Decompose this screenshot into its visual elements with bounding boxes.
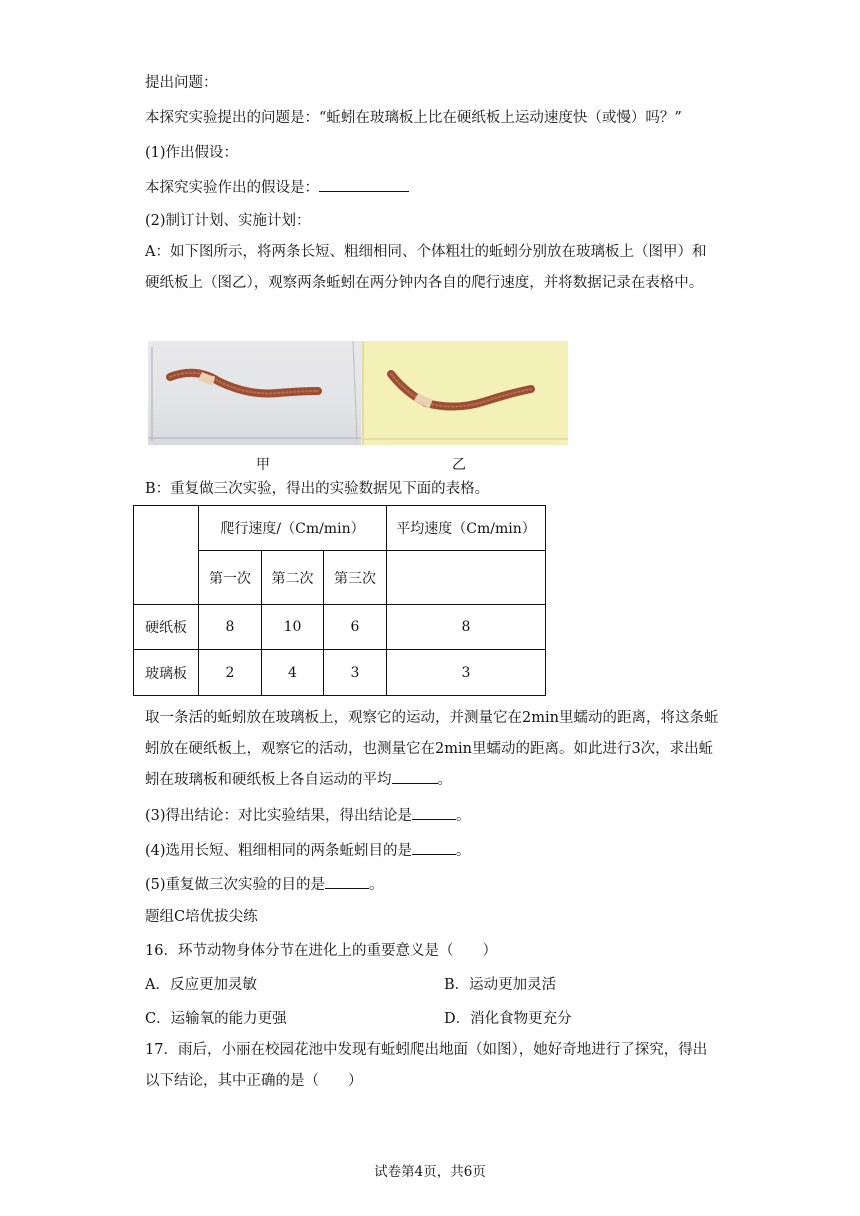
row-label: 硬纸板: [134, 605, 199, 650]
header-avg-empty: [387, 551, 546, 605]
table-row: [134, 650, 546, 696]
question-16: 16．环节动物身体分节在进化上的重要意义是（ ）: [145, 943, 497, 959]
method-text: [145, 703, 720, 796]
q16-option-b[interactable]: B．运动更加灵活: [444, 977, 557, 993]
cell-value: 10: [262, 605, 324, 650]
purpose-blank[interactable]: [412, 840, 456, 855]
worm-clitellum: [200, 376, 214, 381]
conclusion-blank[interactable]: [412, 805, 456, 820]
page-footer: 试卷第4页，共6页: [374, 1164, 486, 1180]
q16-option-a[interactable]: A．反应更加灵敏: [145, 977, 257, 993]
hypothesis-label: 本探究实验作出的假设是：: [145, 180, 319, 196]
hypothesis-line: [145, 177, 409, 198]
step4-line: [145, 840, 471, 861]
method-end: 。: [437, 772, 452, 788]
q16-option-d[interactable]: D．消化食物更充分: [444, 1011, 572, 1027]
cell-avg: 3: [387, 650, 546, 696]
row-label: 玻璃板: [134, 650, 199, 696]
repeat-blank[interactable]: [325, 874, 369, 889]
step-b-text: B：重复做三次实验，得出的实验数据见下面的表格。: [145, 481, 490, 497]
table-corner-cell: [134, 506, 199, 605]
step5-line: [145, 874, 384, 895]
step5-text: (5)重复做三次实验的目的是: [145, 877, 326, 893]
caption-yi: 乙: [452, 457, 466, 473]
question-text: 本探究实验提出的问题是：“蚯蚓在玻璃板上比在硬纸板上运动速度快（或慢）吗？”: [145, 110, 682, 126]
speed-data-table: [133, 505, 546, 696]
cell-value: 6: [324, 605, 387, 650]
step5-period: 。: [369, 877, 384, 893]
worm-body: [391, 374, 531, 407]
header-avg: 平均速度（Cm/min）: [387, 506, 546, 551]
cell-value: 3: [324, 650, 387, 696]
step3-line: [145, 805, 471, 826]
step4-period: 。: [456, 843, 471, 859]
caption-jia: 甲: [256, 457, 270, 473]
table-row: [134, 605, 546, 650]
header-trial-3: 第三次: [324, 551, 387, 605]
cell-value: 8: [199, 605, 262, 650]
glass-plate-photo: [148, 341, 361, 445]
question-17: 17．雨后，小丽在校园花池中发现有蚯蚓爬出地面（如图），她好奇地进行了探究，得出以下结论，其中正确的是（ ）: [145, 1042, 708, 1089]
ask-heading: 提出问题：: [145, 75, 218, 91]
worm-figure: [148, 341, 568, 445]
cell-avg: 8: [387, 605, 546, 650]
cardboard-photo: [361, 341, 568, 445]
step-a-text: A：如下图所示，将两条长短、粗细相同、个体粗壮的蚯蚓分别放在玻璃板上（图甲）和硬纸板上（图乙），观察两条蚯蚓在两分钟内各自的爬行速度，并将数据记录在表格中。: [145, 244, 707, 291]
method-body: 取一条活的蚯蚓放在玻璃板上，观察它的运动，并测量它在2min里蠕动的距离，将这条蚯蚓放在硬纸板上，观察它的活动，也测量它在2min里蠕动的距离。如此进行3次，求出蚯蚓在玻璃板和硬纸板上各自运动的平均: [145, 710, 719, 788]
step3-period: 。: [456, 808, 471, 824]
hypothesis-blank[interactable]: [319, 177, 409, 192]
cell-value: 4: [262, 650, 324, 696]
header-trial-1: 第一次: [199, 551, 262, 605]
step4-text: (4)选用长短、粗细相同的两条蚯蚓目的是: [145, 843, 413, 859]
step3-text: (3)得出结论：对比实验结果，得出结论是: [145, 808, 413, 824]
step1-heading: (1)作出假设：: [145, 145, 239, 161]
average-blank[interactable]: [392, 769, 438, 784]
group-c-heading: 题组C培优拔尖练: [145, 909, 258, 925]
worm-clitellum: [416, 397, 431, 404]
header-trial-2: 第二次: [262, 551, 324, 605]
cell-value: 2: [199, 650, 262, 696]
q16-option-c[interactable]: C．运输氧的能力更强: [145, 1011, 287, 1027]
header-speed: 爬行速度/（Cm/min）: [199, 506, 387, 551]
step2-heading: (2)制订计划、实施计划：: [145, 213, 311, 229]
